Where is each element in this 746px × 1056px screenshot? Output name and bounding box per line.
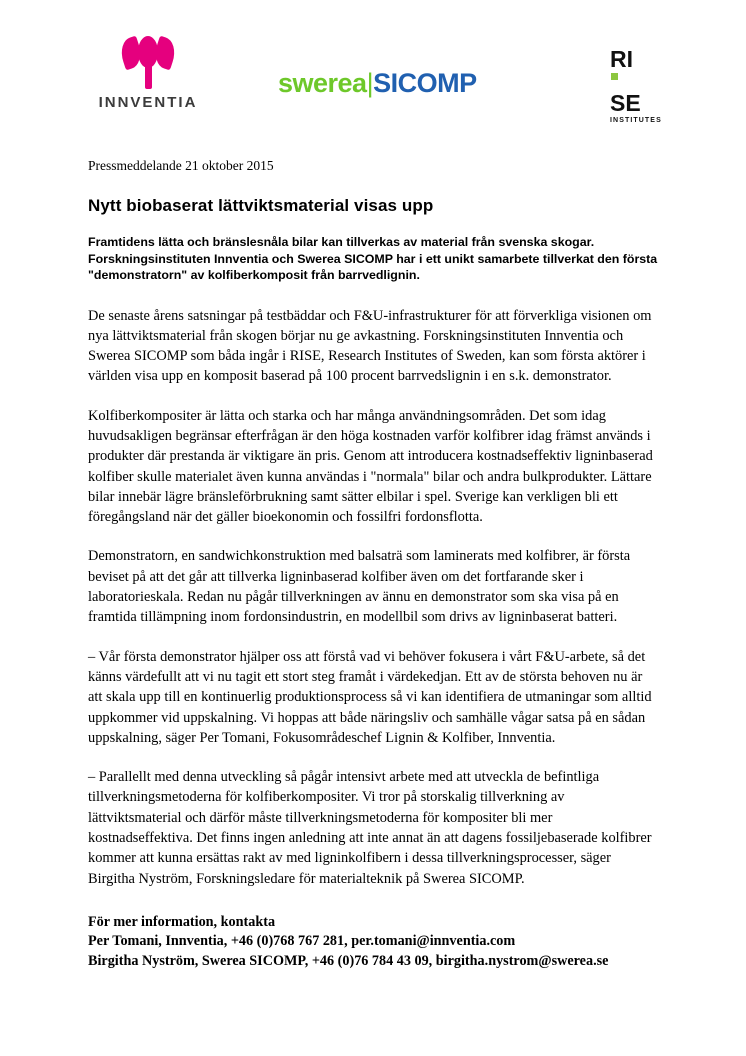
contact-line: Per Tomani, Innventia, +46 (0)768 767 281, per.tomani@innventia.com — [88, 933, 516, 950]
logo-header — [0, 0, 746, 124]
contact-line: Birgitha Nyström, Swerea SICOMP, +46 (0)76 784 43 09, birgitha.nystrom@swerea.se — [88, 952, 609, 969]
swerea-wordmark: swerea — [278, 68, 367, 98]
contact-block — [88, 913, 658, 972]
body-paragraph: Kolfiberkompositer är lätta och starka och har många användningsområden. Det som idag huvudsakligen begränsar efterfrågan är den höga kostnaden varför kolfibrer idag främst används i produkter där prestanda är viktigare än pris. Genom att introducera kostnadseffektiv ligninbaserad kolfiber skulle materialet även kunna användas i "normala" bilar och andra bulkprodukter. Lättare bilar innebär lägre bränsleförbrukning samt sätter elbilar i spel. Sverige kan verkligen bli ett föregångsland när det gäller bioekonomin och fossilfri fordonsflotta. — [88, 407, 653, 526]
body-paragraph: – Parallellt med denna utveckling så pågår intensivt arbete med att utveckla de befintliga tillverkningsmetoderna för kolfiberkompositer. Vi tror på storskalig tillverkning av lättviktsmaterial och därför måste tillverkningsmetoderna för kompositer bli mer kostnadseffektiva. Det finns ingen anledning att inte annat än att dagens fossiljebaserade kolfibrer kommer att kunna ersättas rakt av med ligninkolfibern i dessa tillverkningsprocesser, säger Birgitha Nyström, Forskningsledare för materialteknik på Swerea SICOMP. — [88, 769, 652, 887]
innventia-logo — [88, 38, 208, 111]
sicomp-wordmark: SICOMP — [373, 68, 477, 98]
lead-paragraph: Framtidens lätta och bränslesnåla bilar kan tillverkas av material från svenska skogar. Forskningsinstituten Innventia och Swerea SICOMP har i ett unikt samarbete tillverkat den första "demonstratorn" av kolfiberkomposit från barrvedlignin. — [88, 235, 658, 282]
innventia-wordmark: INNVENTIA — [98, 94, 198, 111]
rise-subtitle: INSTITUTES — [610, 117, 662, 124]
rise-accent-square — [611, 73, 618, 80]
rise-line-2: SE — [610, 90, 641, 116]
innventia-flower-icon — [117, 38, 179, 90]
body-paragraph: – Vår första demonstrator hjälper oss att förstå vad vi behöver fokusera i vårt F&U-arbete, så det känns värdefullt att vi nu tagit ett stort steg framåt i värdekedjan. Ett av de största behoven nu är att skala upp till en kontinuerlig produktionsprocess så vi kan identifiera de utmaningar som alltid uppkommer vid uppskalning. Vi hoppas att både näringsliv och samhälle vågar satsa på en sådan uppskalning, säger Per Tomani, Fokusområdeschef Lignin & Kolfiber, Innventia. — [88, 648, 652, 746]
contact-heading: För mer information, kontakta — [88, 913, 276, 930]
body-paragraph: De senaste årens satsningar på testbäddar och F&U-infrastrukturer för att förverkliga visionen om nya lättviktsmaterial från skogen börjar nu ge avkastning. Forskningsinstituten Innventia och Swerea SICOMP som båda ingår i RISE, Research Institutes of Sweden, kan som första aktörer i världen visa upp en komposit baserad på 100 procent barrvedslignin i en s.k. demonstrator. — [88, 307, 652, 385]
press-release-date: Pressmeddelande 21 oktober 2015 — [88, 158, 274, 173]
rise-line-1: RI — [610, 46, 633, 72]
rise-logo — [610, 48, 680, 124]
body-paragraph: Demonstratorn, en sandwichkonstruktion med balsaträ som laminerats med kolfibrer, är första beviset på att det går att tillverka ligninbaserad kolfiber även om det fortfarande sker i laboratorieskala. Redan nu pågår tillverkningen av ännu en demonstrator som ska visa på en framtida tillämpning inom fordonsindustrin, en modellbil som drivs av ligninbaserat batteri. — [88, 548, 631, 626]
rise-wordmark — [610, 48, 666, 114]
swerea-separator: | — [366, 68, 374, 98]
page-title: Nytt biobaserat lättviktsmaterial visas upp — [88, 196, 434, 215]
document-content — [88, 158, 658, 971]
swerea-sicomp-logo — [278, 68, 477, 99]
